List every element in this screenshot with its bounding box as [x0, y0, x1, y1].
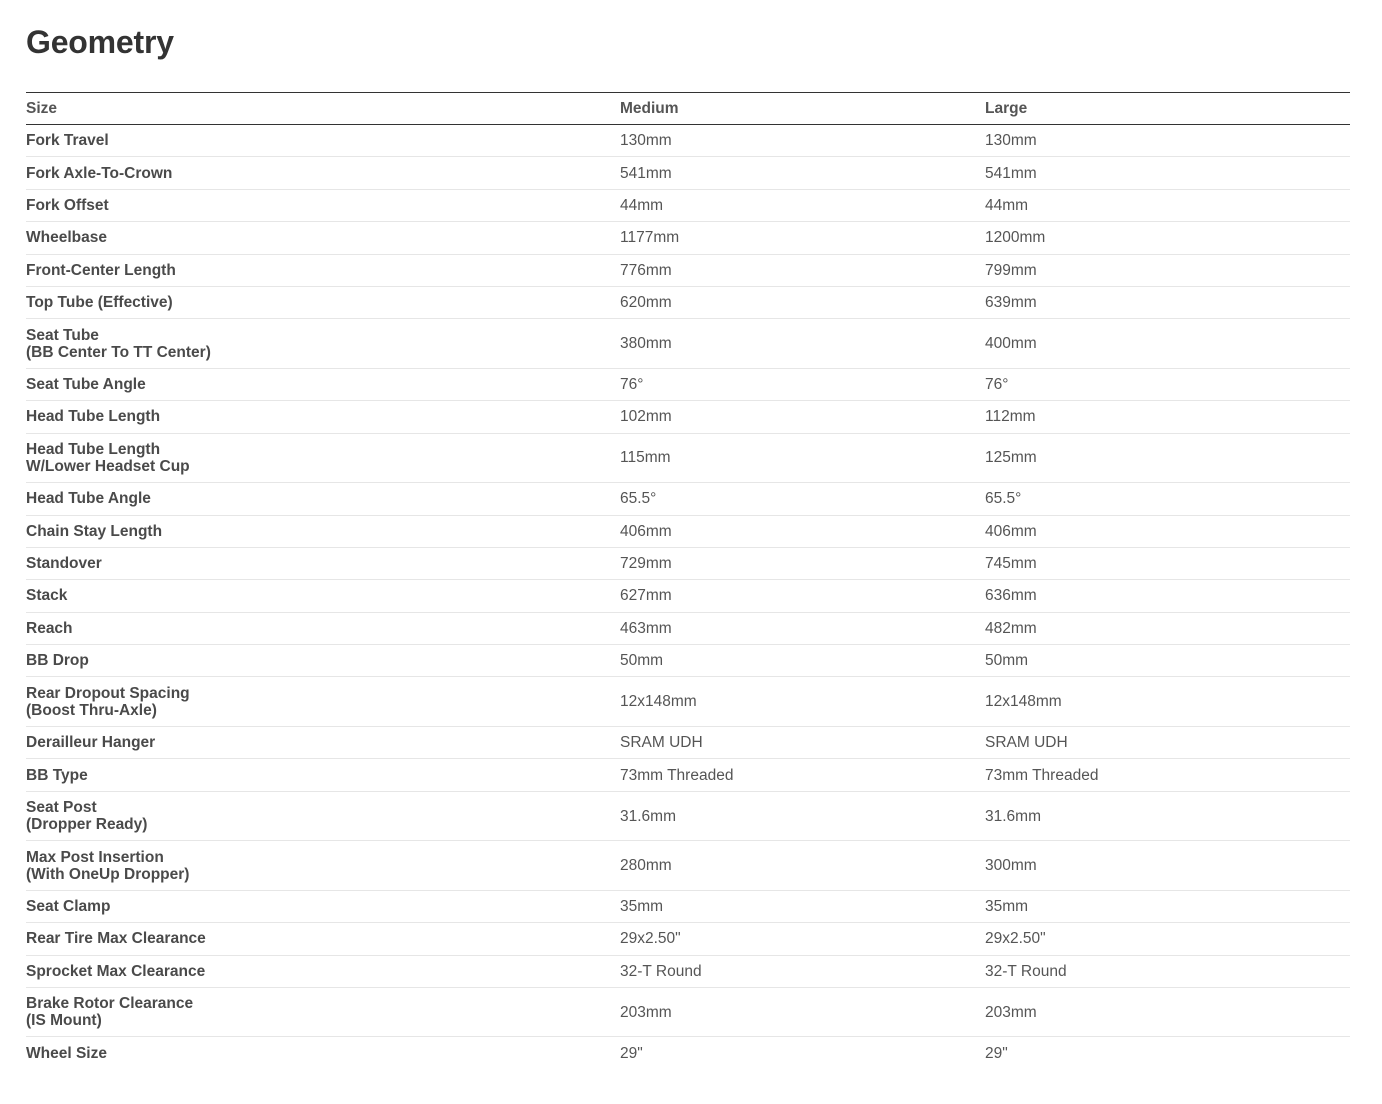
row-label [26, 368, 620, 400]
medium-value: 50mm [620, 645, 985, 677]
medium-value: 65.5° [620, 483, 985, 515]
row-label-line: Brake Rotor Clearance [26, 995, 194, 1013]
row-label [26, 222, 620, 254]
table-row [26, 319, 1350, 369]
row-label-line: Standover [26, 555, 102, 573]
medium-value: 729mm [620, 547, 985, 579]
large-value: 35mm [985, 890, 1350, 922]
large-value: 65.5° [985, 483, 1350, 515]
row-label [26, 890, 620, 922]
row-label-line: Front-Center Length [26, 261, 176, 279]
medium-value: 29x2.50" [620, 923, 985, 955]
table-row [26, 189, 1350, 221]
row-label-line: BB Type [26, 766, 88, 784]
row-label [26, 189, 620, 221]
row-label-line: Sprocket Max Clearance [26, 962, 206, 980]
row-label [26, 433, 620, 483]
table-row [26, 547, 1350, 579]
medium-value: 73mm Threaded [620, 759, 985, 791]
row-label-line: Seat Tube [26, 326, 99, 344]
row-label [26, 1037, 620, 1069]
row-label [26, 955, 620, 987]
large-value: 12x148mm [985, 677, 1350, 727]
table-row [26, 890, 1350, 922]
row-label-line: Head Tube Length [26, 440, 161, 458]
row-label-line: BB Drop [26, 652, 89, 670]
row-label-line: Reach [26, 619, 73, 637]
large-value: 482mm [985, 612, 1350, 644]
row-label-line: (Dropper Ready) [26, 816, 148, 833]
row-label [26, 580, 620, 612]
large-value: 636mm [985, 580, 1350, 612]
table-row [26, 125, 1350, 157]
row-label [26, 841, 620, 891]
table-row [26, 580, 1350, 612]
large-value: 1200mm [985, 222, 1350, 254]
row-label [26, 401, 620, 433]
medium-value: 627mm [620, 580, 985, 612]
table-row [26, 433, 1350, 483]
table-header [26, 93, 1350, 125]
row-label [26, 286, 620, 318]
row-label [26, 157, 620, 189]
medium-value: 541mm [620, 157, 985, 189]
table-row [26, 677, 1350, 727]
table-body [26, 125, 1350, 1069]
medium-value: 130mm [620, 125, 985, 157]
medium-value: 380mm [620, 319, 985, 369]
large-value: 130mm [985, 125, 1350, 157]
row-label [26, 319, 620, 369]
row-label-line: (With OneUp Dropper) [26, 865, 190, 883]
header-medium: Medium [620, 99, 679, 117]
row-label [26, 645, 620, 677]
row-label [26, 547, 620, 579]
medium-value: 29" [620, 1044, 643, 1062]
row-label-line: Chain Stay Length [26, 522, 163, 540]
medium-value: 463mm [620, 612, 985, 644]
row-label-line: Derailleur Hanger [26, 734, 156, 752]
table-row [26, 645, 1350, 677]
large-value: 29" [985, 1044, 1008, 1062]
large-value: 29x2.50" [985, 923, 1350, 955]
large-value: 50mm [985, 645, 1350, 677]
row-label-line: Fork Offset [26, 196, 109, 214]
large-value: 799mm [985, 254, 1350, 286]
medium-value: 76° [620, 368, 985, 400]
row-label [26, 677, 620, 727]
table-row [26, 726, 1350, 758]
row-label [26, 726, 620, 758]
large-value: 73mm Threaded [985, 759, 1350, 791]
table-row [26, 612, 1350, 644]
table-row [26, 987, 1350, 1037]
row-label-line: Fork Travel [26, 132, 109, 150]
large-value: 44mm [985, 189, 1350, 221]
row-label [26, 759, 620, 791]
medium-value: 31.6mm [620, 791, 985, 841]
medium-value: 776mm [620, 254, 985, 286]
row-label-line: Seat Clamp [26, 897, 111, 915]
row-label-line: Stack [26, 587, 68, 605]
row-label-line: Wheel Size [26, 1044, 107, 1062]
row-label-line: Seat Tube Angle [26, 376, 146, 394]
table-row [26, 1037, 1350, 1069]
medium-value: 620mm [620, 286, 985, 318]
large-value: 125mm [985, 433, 1350, 483]
header-large: Large [985, 99, 1028, 117]
row-label [26, 254, 620, 286]
medium-value: 406mm [620, 515, 985, 547]
table-row [26, 841, 1350, 891]
row-label [26, 515, 620, 547]
row-label-line: (IS Mount) [26, 1012, 102, 1030]
row-label-line: Top Tube (Effective) [26, 294, 173, 312]
large-value: 203mm [985, 987, 1350, 1037]
table-row [26, 254, 1350, 286]
medium-value: 102mm [620, 401, 985, 433]
row-label-line: W/Lower Headset Cup [26, 457, 190, 475]
table-row [26, 759, 1350, 791]
row-label-line: (BB Center To TT Center) [26, 343, 211, 361]
row-label-line: Wheelbase [26, 229, 107, 247]
large-value: 541mm [985, 157, 1350, 189]
row-label-line: Max Post Insertion [26, 848, 164, 866]
table-row [26, 368, 1350, 400]
medium-value: SRAM UDH [620, 726, 985, 758]
row-label [26, 125, 620, 157]
row-label-line: Head Tube Length [26, 408, 161, 426]
medium-value: 12x148mm [620, 677, 985, 727]
large-value: 76° [985, 368, 1350, 400]
table-row [26, 955, 1350, 987]
medium-value: 115mm [620, 433, 985, 483]
table-row [26, 222, 1350, 254]
table-row [26, 515, 1350, 547]
medium-value: 280mm [620, 841, 985, 891]
table-row [26, 286, 1350, 318]
medium-value: 44mm [620, 189, 985, 221]
row-label-line: Rear Dropout Spacing [26, 684, 190, 702]
large-value: 745mm [985, 547, 1350, 579]
header-size: Size [26, 99, 58, 117]
large-value: 112mm [985, 401, 1350, 433]
table-row [26, 401, 1350, 433]
medium-value: 203mm [620, 987, 985, 1037]
geometry-table [26, 92, 1350, 1069]
row-label [26, 791, 620, 841]
large-value: 32-T Round [985, 955, 1350, 987]
large-value: 300mm [985, 841, 1350, 891]
medium-value: 1177mm [620, 222, 985, 254]
row-label-line: (Boost Thru-Axle) [26, 701, 157, 719]
table-row [26, 483, 1350, 515]
table-row [26, 157, 1350, 189]
header-row [26, 93, 1350, 125]
row-label [26, 923, 620, 955]
table-row [26, 791, 1350, 841]
row-label-line: Seat Post [26, 799, 97, 816]
table-row [26, 923, 1350, 955]
large-value: SRAM UDH [985, 726, 1350, 758]
page-title: Geometry [26, 24, 174, 60]
row-label [26, 483, 620, 515]
large-value: 406mm [985, 515, 1350, 547]
large-value: 31.6mm [985, 791, 1350, 841]
large-value: 400mm [985, 319, 1350, 369]
row-label-line: Fork Axle-To-Crown [26, 164, 173, 182]
row-label-line: Rear Tire Max Clearance [26, 930, 206, 948]
row-label-line: Head Tube Angle [26, 490, 151, 508]
row-label [26, 612, 620, 644]
row-label [26, 987, 620, 1037]
large-value: 639mm [985, 286, 1350, 318]
medium-value: 35mm [620, 890, 985, 922]
medium-value: 32-T Round [620, 955, 985, 987]
